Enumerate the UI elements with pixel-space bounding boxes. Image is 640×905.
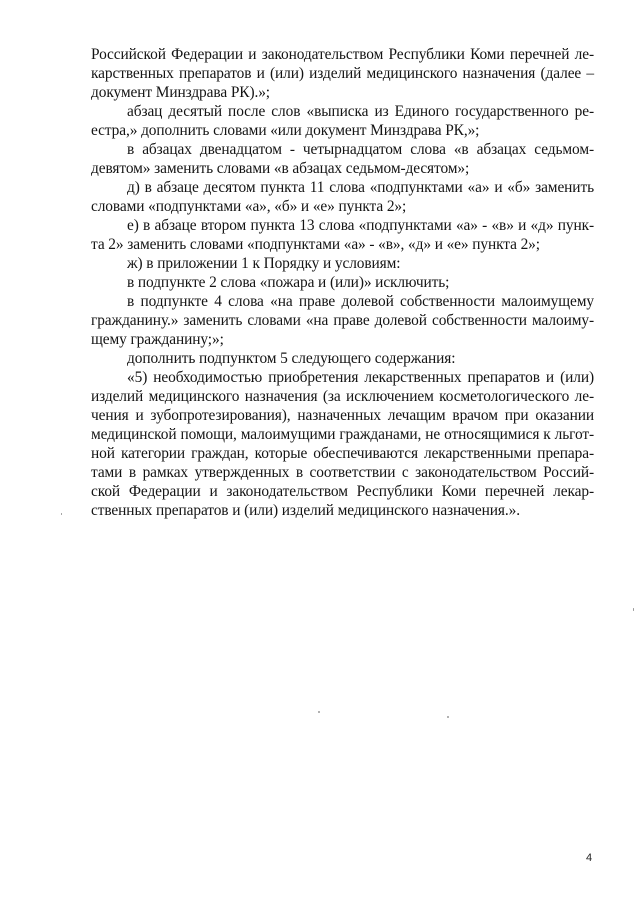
paragraph-first-line: в подпункте 2 слова «пожара и (или)» исключить; <box>127 274 450 291</box>
text-line: Российской Федерации и законодательством Республики Коми перечней ле- <box>91 46 594 63</box>
paragraph-first-line: абзац десятый после слов «выписка из Единого государственного ре- <box>127 103 594 120</box>
paragraph-first-line: в абзацах двенадцатом - четырнадцатом слова «в абзацах седьмом- <box>127 141 594 158</box>
scan-speck <box>61 513 62 515</box>
paragraph-first-line: в подпункте 4 слова «на праве долевой собственности малоимущему <box>127 293 594 310</box>
text-line: ной категории граждан, которые обеспечиваются лекарственными препара- <box>91 445 594 462</box>
text-line: ской Федерации и законодательством Республики Коми перечней лекар- <box>91 483 594 500</box>
text-line: ственных препаратов и (или) изделий медицинского назначения.». <box>91 502 520 519</box>
text-line: медицинской помощи, малоимущими гражданами, не относящимися к льгот- <box>91 426 594 443</box>
text-line: карственных препаратов и (или) изделий медицинского назначения (далее – <box>91 65 594 82</box>
paragraph-first-line: е) в абзаце втором пункта 13 слова «подпунктами «а» - «в» и «д» пунк- <box>127 217 594 234</box>
text-line: словами «подпунктами «а», «б» и «е» пункта 2»; <box>91 198 407 215</box>
text-line: изделий медицинского назначения (за исключением косметологического ле- <box>91 388 594 405</box>
text-line: чения и зубопротезирования), назначенных лечащим врачом при оказании <box>91 407 594 424</box>
scan-speck <box>447 716 449 718</box>
paragraph-first-line: дополнить подпунктом 5 следующего содержания: <box>127 350 456 367</box>
text-line: та 2» заменить словами «подпунктами «а» - «в», «д» и «е» пункта 2»; <box>91 236 540 253</box>
text-line: документ Минздрава РК).»; <box>91 84 270 101</box>
scan-speck <box>633 608 634 611</box>
text-line: тами в рамках утвержденных в соответствии с законодательством Россий- <box>91 464 594 481</box>
text-line: естра,» дополнить словами «или документ Минздрава РК,»; <box>91 122 480 139</box>
scan-speck <box>318 711 320 713</box>
text-line: гражданину.» заменить словами «на праве долевой собственности малоиму- <box>91 312 594 329</box>
text-line: щему гражданину;»; <box>91 331 224 348</box>
paragraph-first-line: д) в абзаце десятом пункта 11 слова «подпунктами «а» и «б» заменить <box>127 179 594 196</box>
page-number: 4 <box>586 852 593 864</box>
paragraph-first-line: ж) в приложении 1 к Порядку и условиям: <box>127 255 401 272</box>
text-line: девятом» заменить словами «в абзацах седьмом-десятом»; <box>91 160 470 177</box>
paragraph-first-line: «5) необходимостью приобретения лекарственных препаратов и (или) <box>127 369 594 386</box>
